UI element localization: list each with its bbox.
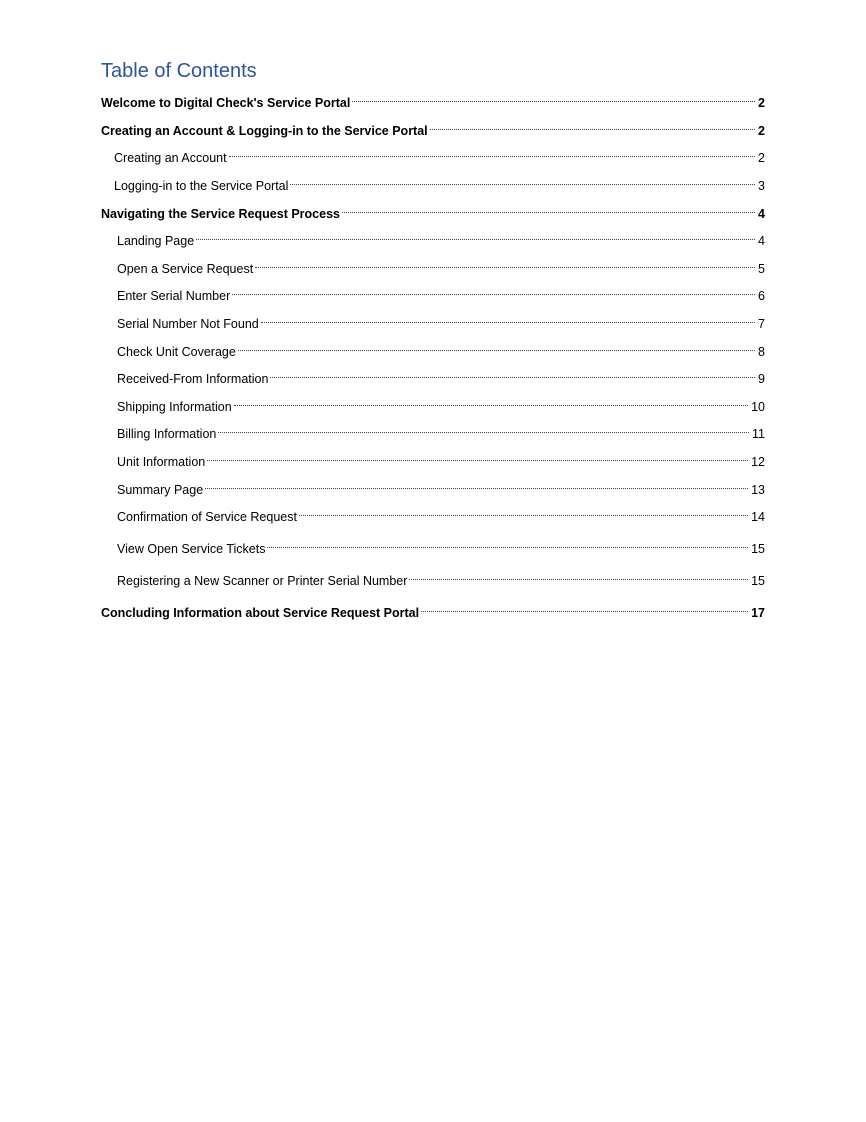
dot-leader: [429, 117, 757, 135]
toc-entry-label[interactable]: Check Unit Coverage: [117, 345, 236, 359]
toc-page-number: 4: [758, 207, 765, 221]
toc-entry-confirmation[interactable]: [117, 503, 765, 524]
toc-page-number: 12: [751, 455, 765, 469]
toc-entry-serial-not-found[interactable]: [117, 310, 765, 331]
toc-entry-enter-serial-number[interactable]: [117, 282, 765, 303]
toc-entry-open-service-request[interactable]: [117, 255, 765, 276]
toc-entry-unit-information[interactable]: [117, 448, 765, 469]
toc-page-number: 17: [751, 606, 765, 620]
toc-entry-creating-account-and-login[interactable]: [101, 117, 765, 138]
toc-page-number: 5: [758, 262, 765, 276]
toc-entry-concluding-information[interactable]: [101, 599, 765, 620]
toc-page-number: 15: [751, 574, 765, 588]
toc-entry-label[interactable]: Summary Page: [117, 483, 204, 497]
toc-page-number: 9: [758, 372, 765, 386]
toc-entry-shipping-information[interactable]: [117, 393, 765, 414]
toc-entry-label[interactable]: View Open Service Tickets: [117, 542, 266, 556]
dot-leader: [341, 200, 757, 218]
dot-leader: [228, 144, 757, 162]
toc-entry-label[interactable]: Billing Information: [117, 427, 217, 441]
toc-entry-label[interactable]: Navigating the Service Request Process: [101, 207, 340, 221]
toc-entry-label[interactable]: Shipping Information: [117, 400, 232, 414]
toc-entry-label[interactable]: Welcome to Digital Check's Service Portal: [101, 96, 351, 110]
toc-entry-received-from[interactable]: [117, 365, 765, 386]
toc-entry-label[interactable]: Creating an Account: [114, 151, 227, 165]
dot-leader: [206, 448, 750, 466]
toc-entry-landing-page[interactable]: [117, 227, 765, 248]
toc-entry-label[interactable]: Concluding Information about Service Request Portal: [101, 606, 420, 620]
toc-entry-registering-serial[interactable]: [117, 567, 765, 588]
toc-page-number: 14: [751, 510, 765, 524]
toc-entry-label[interactable]: Unit Information: [117, 455, 206, 469]
toc-page-number: 10: [751, 400, 765, 414]
dot-leader: [289, 172, 757, 190]
toc-entry-creating-account[interactable]: [114, 144, 765, 165]
dot-leader: [266, 535, 750, 553]
toc-entry-label[interactable]: Logging-in to the Service Portal: [114, 179, 289, 193]
toc-entry-label[interactable]: Serial Number Not Found: [117, 317, 259, 331]
toc-entry-check-unit-coverage[interactable]: [117, 338, 765, 359]
dot-leader: [237, 338, 757, 356]
toc-page-number: 3: [758, 179, 765, 193]
toc-entry-label[interactable]: Registering a New Scanner or Printer Serial Number: [117, 574, 408, 588]
toc-page-number: 4: [758, 234, 765, 248]
toc-entry-label[interactable]: Confirmation of Service Request: [117, 510, 297, 524]
toc-entry-label[interactable]: Creating an Account & Logging-in to the Service Portal: [101, 124, 428, 138]
toc-page-number: 13: [751, 483, 765, 497]
dot-leader: [233, 393, 750, 411]
dot-leader: [420, 599, 750, 617]
dot-leader: [408, 567, 750, 585]
toc-page-number: 2: [758, 151, 765, 165]
toc-page-number: 15: [751, 542, 765, 556]
dot-leader: [298, 503, 750, 521]
toc-page-number: 11: [752, 427, 765, 441]
toc-page-number: 2: [758, 124, 765, 138]
dot-leader: [204, 476, 750, 494]
dot-leader: [195, 227, 757, 245]
toc-page-number: 7: [758, 317, 765, 331]
dot-leader: [260, 310, 757, 328]
dot-leader: [351, 89, 757, 107]
toc-entry-view-open-tickets[interactable]: [117, 535, 765, 556]
dot-leader: [217, 420, 751, 438]
toc-title: Table of Contents: [101, 60, 257, 82]
toc-page-number: 2: [758, 96, 765, 110]
toc-entry-label[interactable]: Open a Service Request: [117, 262, 254, 276]
toc-entry-summary-page[interactable]: [117, 476, 765, 497]
dot-leader: [254, 255, 757, 273]
toc-entry-navigating-process[interactable]: [101, 200, 765, 221]
toc-entry-billing-information[interactable]: [117, 420, 765, 441]
toc-page-number: 8: [758, 345, 765, 359]
toc-entry-welcome[interactable]: [101, 89, 765, 110]
toc-page-number: 6: [758, 289, 765, 303]
toc-entry-label[interactable]: Enter Serial Number: [117, 289, 231, 303]
dot-leader: [269, 365, 757, 383]
toc-entry-logging-in[interactable]: [114, 172, 765, 193]
dot-leader: [231, 282, 757, 300]
toc-entry-label[interactable]: Received-From Information: [117, 372, 269, 386]
toc-entry-label[interactable]: Landing Page: [117, 234, 195, 248]
